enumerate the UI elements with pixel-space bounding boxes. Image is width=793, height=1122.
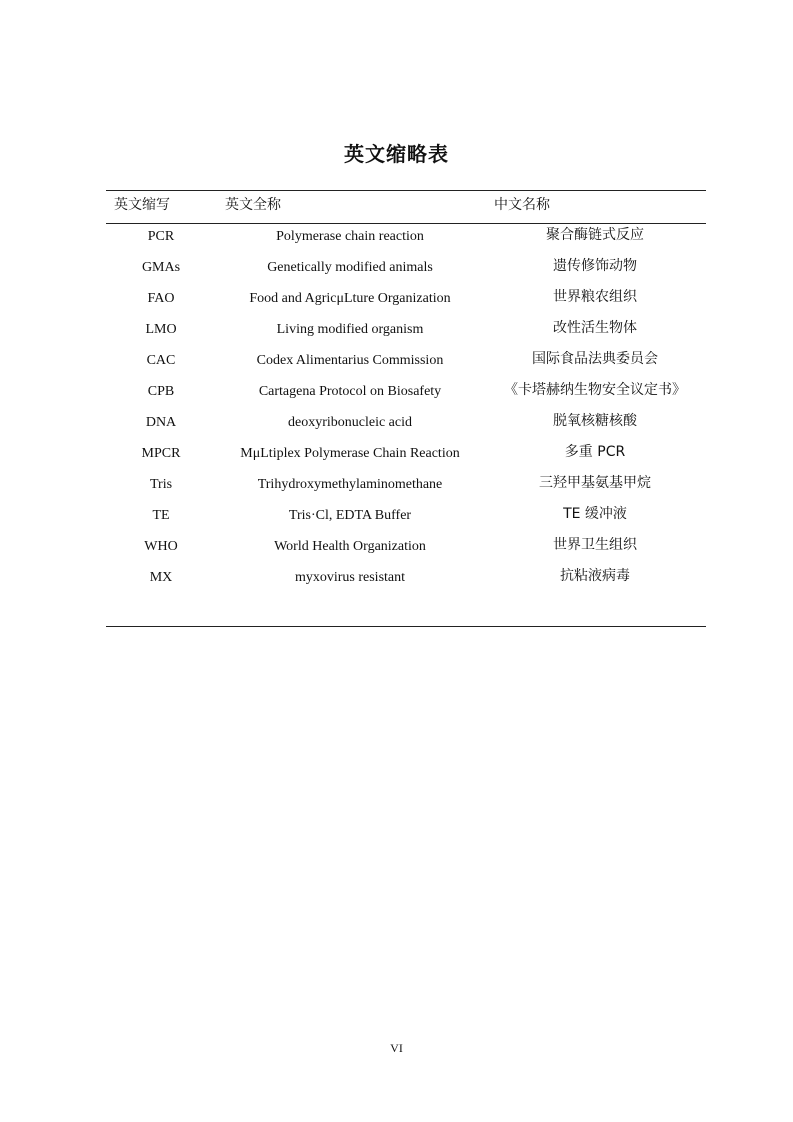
english-name-cell: Cartagena Protocol on Biosafety — [258, 384, 442, 399]
english-name-cell: MμLtiplex Polymerase Chain Reaction — [240, 446, 460, 461]
abbreviation-cell: GMAs — [141, 260, 181, 275]
table-row — [106, 412, 706, 443]
abbreviation-cell: MX — [149, 570, 173, 585]
abbreviation-cell: CPB — [147, 384, 175, 399]
chinese-name-cell: 世界粮农组织 — [553, 289, 637, 305]
english-name-cell: Tris·Cl, EDTA Buffer — [288, 508, 412, 523]
english-name-cell: Genetically modified animals — [267, 260, 433, 275]
table-row — [106, 443, 706, 474]
abbreviation-cell: WHO — [144, 539, 178, 554]
abbreviation-cell: FAO — [147, 291, 175, 306]
chinese-name-cell: 世界卫生组织 — [553, 537, 637, 553]
table-top-rule — [106, 190, 706, 191]
table-row — [106, 350, 706, 381]
abbreviation-cell: TE — [152, 508, 170, 523]
chinese-name-cell: 遗传修饰动物 — [553, 258, 637, 274]
table-row — [106, 567, 706, 598]
english-name-cell: World Health Organization — [274, 539, 426, 554]
table-row — [106, 381, 706, 412]
english-name-cell: myxovirus resistant — [294, 570, 406, 585]
table-row — [106, 474, 706, 505]
abbreviation-cell: MPCR — [141, 446, 181, 461]
page-number: VI — [390, 1041, 403, 1055]
english-name-cell: Codex Alimentarius Commission — [256, 353, 444, 368]
english-name-cell: Polymerase chain reaction — [276, 229, 424, 244]
table-row — [106, 505, 706, 536]
chinese-name-cell: 脱氧核糖核酸 — [553, 413, 637, 429]
abbreviation-cell: CAC — [146, 353, 176, 368]
chinese-name-cell: 三羟甲基氨基甲烷 — [539, 475, 651, 491]
abbreviation-cell: PCR — [147, 229, 175, 244]
chinese-name-cell: 多重 PCR — [564, 444, 626, 460]
chinese-name-cell: 聚合酶链式反应 — [546, 227, 644, 243]
table-bottom-rule — [106, 626, 706, 627]
table-row — [106, 536, 706, 567]
table-row — [106, 257, 706, 288]
english-name-cell: Food and AgricμLture Organization — [249, 291, 451, 306]
abbreviation-cell: DNA — [145, 415, 177, 430]
chinese-name-cell: 改性活生物体 — [553, 320, 637, 336]
abbreviation-cell: Tris — [149, 477, 173, 492]
chinese-name-cell: 抗粘液病毒 — [560, 568, 630, 584]
table-header — [106, 194, 706, 216]
table-row — [106, 288, 706, 319]
chinese-name-cell: 《卡塔赫纳生物安全议定书》 — [504, 382, 686, 398]
abbreviation-cell: LMO — [145, 322, 177, 337]
page-title: 英文缩略表 — [344, 142, 449, 166]
english-name-cell: Trihydroxymethylaminomethane — [257, 477, 443, 492]
abbreviation-table-body — [106, 226, 706, 598]
chinese-name-cell: 国际食品法典委员会 — [532, 351, 658, 367]
header-english-name: 英文全称 — [225, 197, 281, 213]
english-name-cell: Living modified organism — [276, 322, 424, 337]
header-chinese-name: 中文名称 — [494, 197, 550, 213]
table-row — [106, 226, 706, 257]
table-row — [106, 319, 706, 350]
english-name-cell: deoxyribonucleic acid — [287, 415, 412, 430]
header-abbreviation: 英文缩写 — [114, 197, 170, 213]
chinese-name-cell: TE 缓冲液 — [563, 506, 627, 522]
